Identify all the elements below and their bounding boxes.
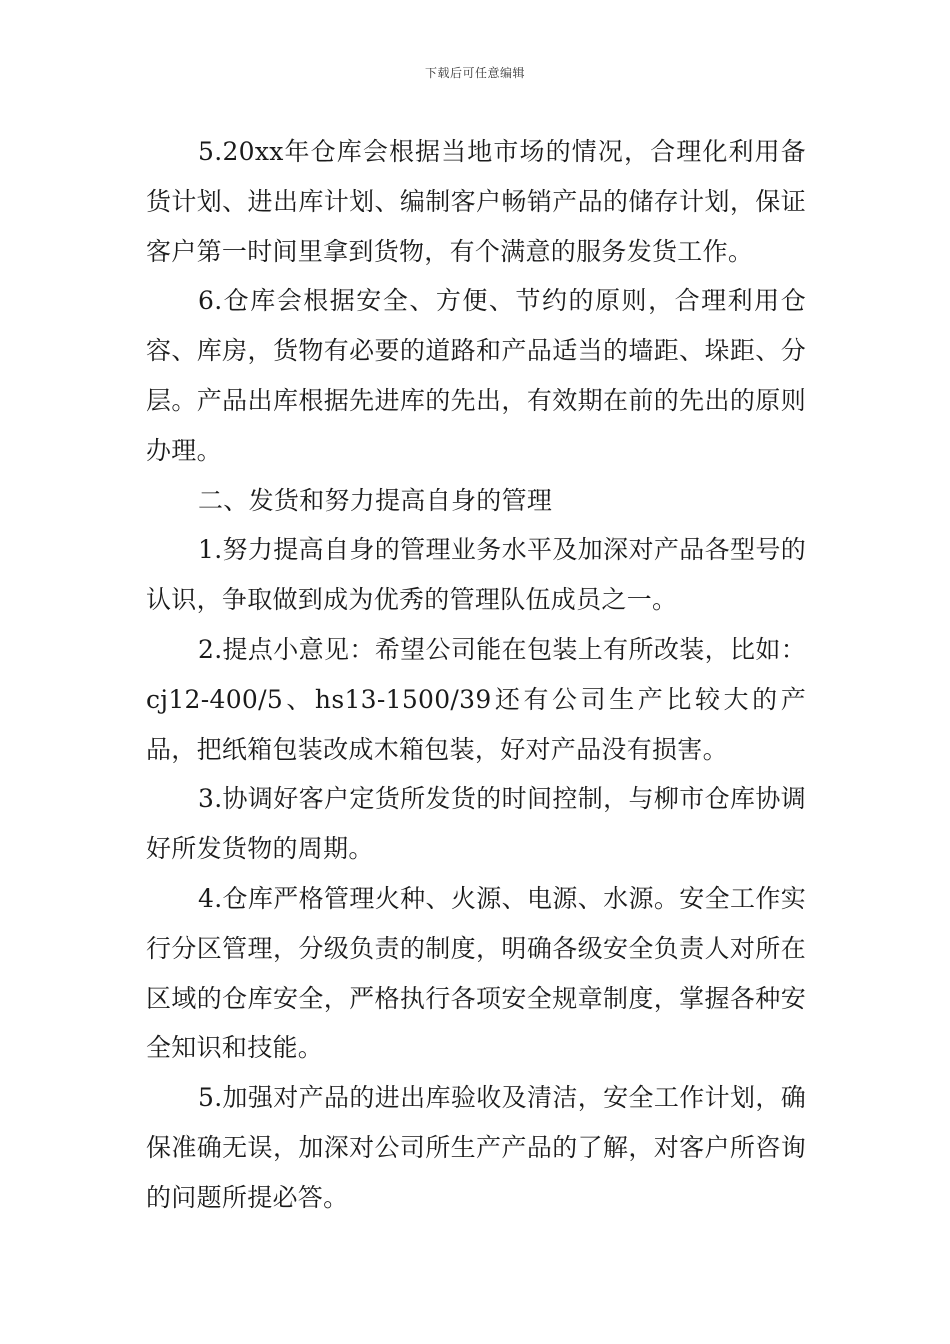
paragraph-item-1-improve: 1.努力提高自身的管理业务水平及加深对产品各型号的认识，争取做到成为优秀的管理队伍成员之一。 (146, 535, 806, 615)
paragraph-item-4-safety: 4.仓库严格管理火种、火源、电源、水源。安全工作实行分区管理，分级负责的制度，明确各级安全负责人对所在区域的仓库安全，严格执行各项安全规章制度，掌握各种安全知识和技能。 (146, 883, 806, 1063)
paragraph-item-3-coordinate: 3.协调好客户定货所发货的时间控制，与柳市仓库协调好所发货物的周期。 (146, 784, 806, 864)
header-note: 下载后可任意编辑 (424, 66, 525, 80)
paragraph-item-5-plan: 5.20xx年仓库会根据当地市场的情况，合理化利用备货计划、进出库计划、编制客户畅销产品的储存计划，保证客户第一时间里拿到货物，有个满意的服务发货工作。 (146, 137, 806, 266)
paragraph-item-2-suggestion: 2.提点小意见：希望公司能在包装上有所改装，比如：cj12-400/5、hs13-1500/39还有公司生产比较大的产品，把纸箱包装改成木箱包装，好对产品没有损害。 (146, 634, 806, 764)
document-body (146, 127, 806, 1223)
paragraph-item-6-storage: 6.仓库会根据安全、方便、节约的原则，合理利用仓容、库房，货物有必要的道路和产品适当的墙距、垛距、分层。产品出库根据先进库的先出，有效期在前的先出的原则办理。 (146, 286, 806, 465)
paragraph-item-5-inspection: 5.加强对产品的进出库验收及清洁，安全工作计划，确保准确无误，加深对公司所生产产品的了解，对客户所咨询的问题所提必答。 (146, 1083, 806, 1212)
section-heading: 二、发货和努力提高自身的管理 (198, 485, 553, 515)
